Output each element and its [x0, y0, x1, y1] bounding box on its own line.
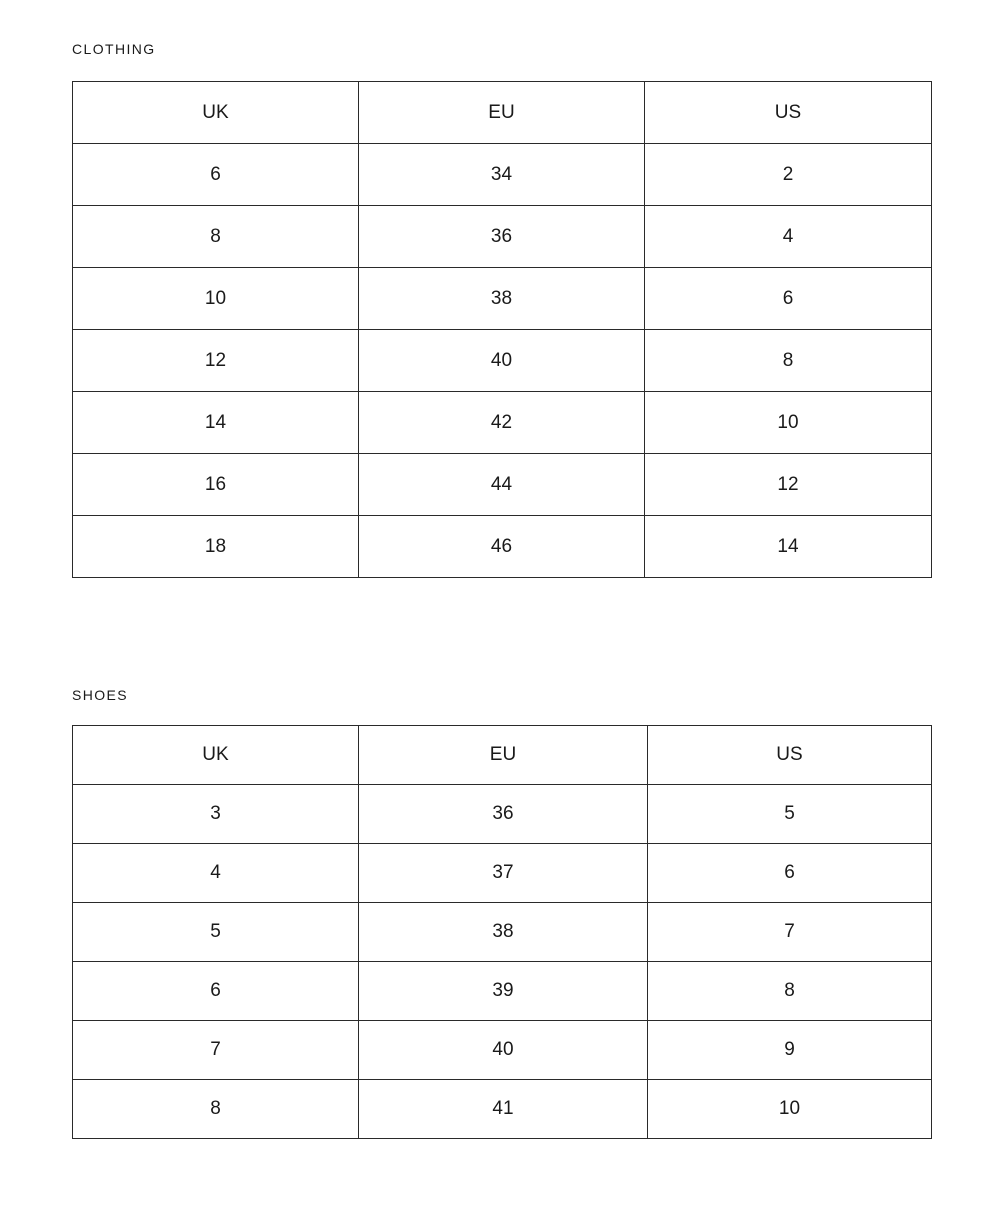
cell-eu: 46: [359, 516, 645, 578]
cell-uk: 6: [73, 962, 359, 1021]
cell-us: 14: [645, 516, 932, 578]
cell-eu: 44: [359, 454, 645, 516]
cell-uk: 18: [73, 516, 359, 578]
cell-us: 6: [648, 844, 932, 903]
cell-eu: 42: [359, 392, 645, 454]
cell-uk: 16: [73, 454, 359, 516]
cell-uk: 12: [73, 330, 359, 392]
cell-eu: 40: [359, 1021, 648, 1080]
header-us: US: [645, 82, 932, 144]
cell-us: 9: [648, 1021, 932, 1080]
table-row: [73, 1080, 932, 1139]
cell-eu: 36: [359, 206, 645, 268]
shoes-section-title: SHOES: [72, 687, 129, 703]
cell-us: 2: [645, 144, 932, 206]
clothing-section-title: CLOTHING: [72, 41, 156, 57]
table-row: [73, 903, 932, 962]
cell-us: 4: [645, 206, 932, 268]
cell-uk: 6: [73, 144, 359, 206]
header-uk: UK: [73, 82, 359, 144]
table-row: [73, 516, 932, 578]
cell-uk: 3: [73, 785, 359, 844]
cell-us: 10: [648, 1080, 932, 1139]
table-row: [73, 844, 932, 903]
cell-eu: 41: [359, 1080, 648, 1139]
cell-us: 5: [648, 785, 932, 844]
cell-us: 6: [645, 268, 932, 330]
cell-uk: 10: [73, 268, 359, 330]
table-row: [73, 962, 932, 1021]
cell-eu: 40: [359, 330, 645, 392]
cell-uk: 4: [73, 844, 359, 903]
cell-uk: 14: [73, 392, 359, 454]
table-row: [73, 144, 932, 206]
cell-eu: 38: [359, 268, 645, 330]
cell-us: 8: [648, 962, 932, 1021]
cell-us: 12: [645, 454, 932, 516]
cell-uk: 5: [73, 903, 359, 962]
header-us: US: [648, 726, 932, 785]
table-row: [73, 1021, 932, 1080]
cell-uk: 7: [73, 1021, 359, 1080]
header-uk: UK: [73, 726, 359, 785]
table-row: [73, 454, 932, 516]
cell-eu: 34: [359, 144, 645, 206]
shoes-size-table: [72, 725, 932, 1139]
header-eu: EU: [359, 82, 645, 144]
cell-eu: 37: [359, 844, 648, 903]
table-row: [73, 392, 932, 454]
cell-eu: 38: [359, 903, 648, 962]
cell-us: 8: [645, 330, 932, 392]
clothing-size-table: [72, 81, 932, 578]
cell-uk: 8: [73, 206, 359, 268]
header-eu: EU: [359, 726, 648, 785]
table-row: [73, 785, 932, 844]
table-header-row: [73, 82, 932, 144]
cell-eu: 39: [359, 962, 648, 1021]
table-header-row: [73, 726, 932, 785]
cell-us: 7: [648, 903, 932, 962]
cell-us: 10: [645, 392, 932, 454]
table-row: [73, 206, 932, 268]
table-row: [73, 268, 932, 330]
table-row: [73, 330, 932, 392]
cell-uk: 8: [73, 1080, 359, 1139]
cell-eu: 36: [359, 785, 648, 844]
